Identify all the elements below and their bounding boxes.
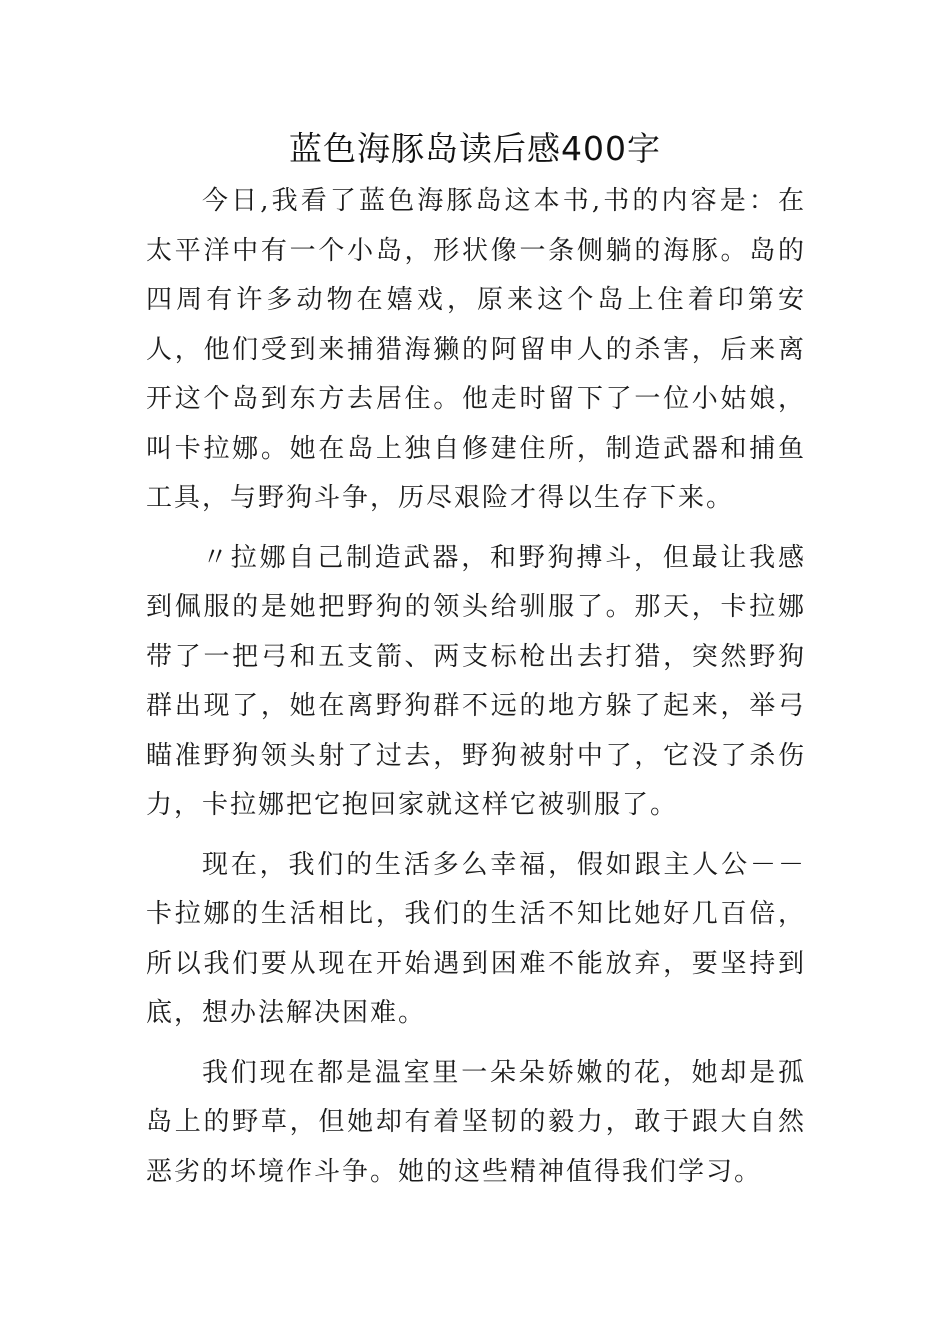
paragraph-3: 现在，我们的生活多么幸福，假如跟主人公－－卡拉娜的生活相比，我们的生活不知比她好几百倍，所以我们要从现在开始遇到困难不能放弃，要坚持到底，想办法解决困难。 bbox=[146, 849, 806, 1028]
paragraph-1: 今日,我看了蓝色海豚岛这本书,书的内容是：在太平洋中有一个小岛，形状像一条侧躺的海豚。岛的四周有许多动物在嬉戏，原来这个岛上住着印第安人，他们受到来捕猎海獭的阿留申人的杀害，后来离开这个岛到东方去居住。他走时留下了一位小姑娘，叫卡拉娜。她在岛上独自修建住所，制造武器和捕鱼工具，与野狗斗争，历尽艰险才得以生存下来。 bbox=[146, 186, 806, 513]
document-title: 蓝色海豚岛读后感400字 bbox=[289, 129, 661, 168]
paragraph-4: 我们现在都是温室里一朵朵娇嫩的花，她却是孤岛上的野草，但她却有着坚韧的毅力，敢于跟大自然恶劣的坏境作斗争。她的这些精神值得我们学习。 bbox=[146, 1057, 806, 1187]
paragraph-2: 〃拉娜自己制造武器，和野狗搏斗，但最让我感到佩服的是她把野狗的领头给驯服了。那天，卡拉娜带了一把弓和五支箭、两支标枪出去打猎，突然野狗群出现了，她在离野狗群不远的地方躲了起来，举弓瞄准野狗领头射了过去，野狗被射中了，它没了杀伤力，卡拉娜把它抱回家就这样它被驯服了。 bbox=[146, 542, 806, 820]
document-body bbox=[146, 177, 806, 1207]
